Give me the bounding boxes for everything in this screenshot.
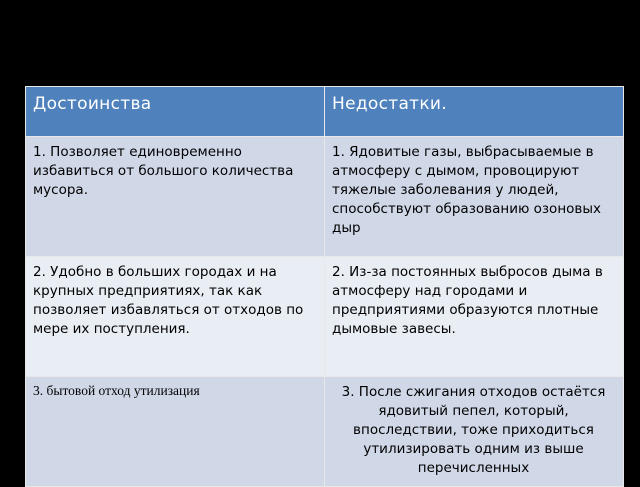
table-row bbox=[26, 257, 624, 377]
table-cell: 2. Из-за постоянных выбросов дыма в атмосферу над городами и предприятиями образуются плотные дымовые завесы. bbox=[325, 257, 624, 377]
table-cell: 2. Удобно в больших городах и на крупных предприятиях, так как позволяет избавляться от отходов по мере их поступления. bbox=[26, 257, 325, 377]
table-cell: 1. Позволяет единовременно избавиться от большого количества мусора. bbox=[26, 137, 325, 257]
table-cell: 3. бытовой отход утилизация bbox=[26, 377, 325, 487]
table-row bbox=[26, 137, 624, 257]
table-header-row bbox=[26, 87, 624, 137]
table-row bbox=[26, 377, 624, 487]
table-cell: 3. После сжигания отходов остаётся ядовитый пепел, который, впоследствии, тоже приходиться утилизировать одним из выше перечисленных bbox=[325, 377, 624, 487]
header-advantages: Достоинства bbox=[26, 87, 325, 137]
header-disadvantages: Недостатки. bbox=[325, 87, 624, 137]
table-cell: 1. Ядовитые газы, выбрасываемые в атмосферу с дымом, провоцируют тяжелые заболевания у людей, способствуют образованию озоновых дыр bbox=[325, 137, 624, 257]
comparison-table bbox=[25, 86, 624, 487]
